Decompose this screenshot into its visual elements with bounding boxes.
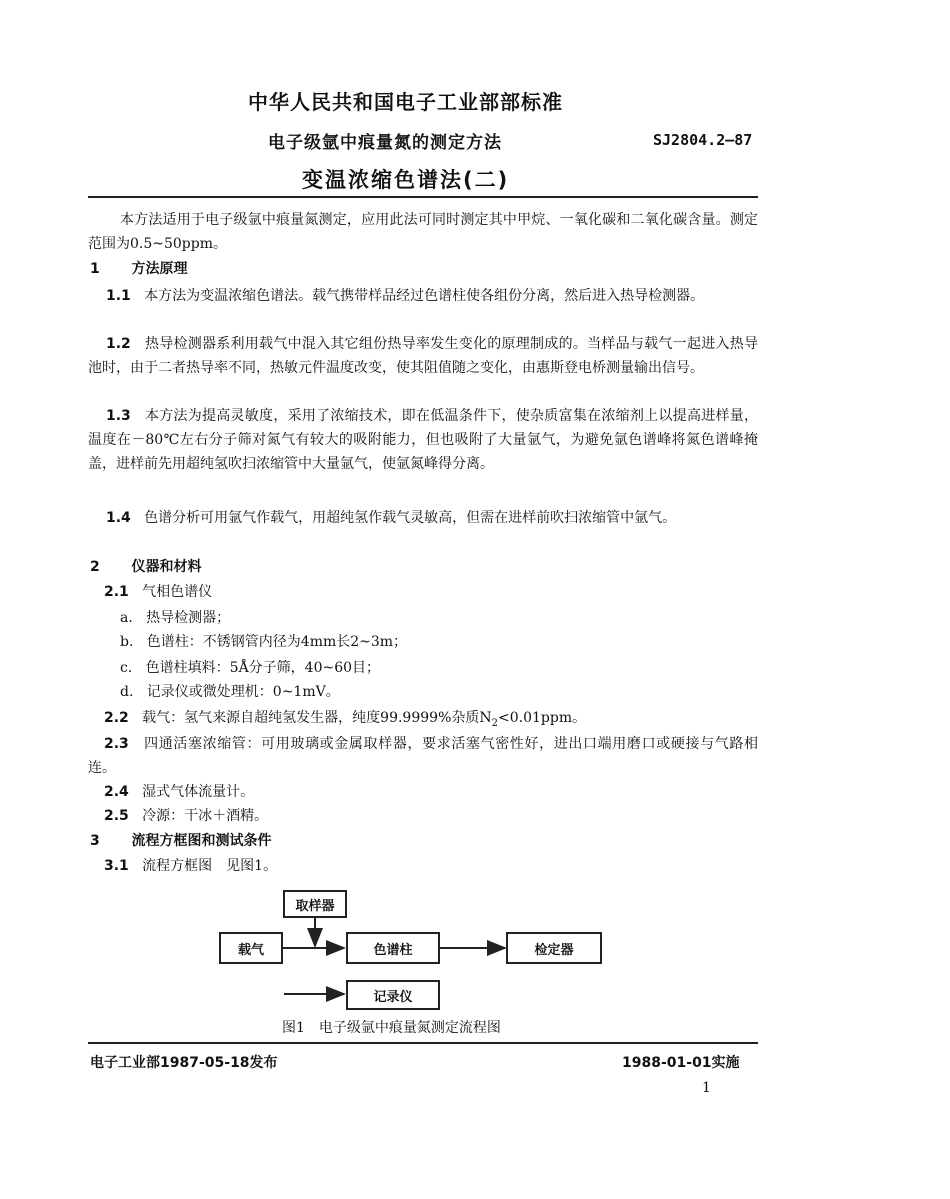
- page-number: 1: [702, 1080, 711, 1096]
- item-1-2-number: 1.2: [106, 336, 131, 352]
- item-2-2-subscript: 2: [491, 717, 498, 729]
- section1-title: 方法原理: [131, 261, 188, 277]
- sampler-box: 取样器: [283, 890, 347, 918]
- item-2-1-number: 2.1: [104, 584, 129, 600]
- item-1-1-text: 本方法为变温浓缩色谱法。载气携带样品经过色谱柱使各组份分离，然后进入热导检测器。: [144, 288, 705, 304]
- item-1-4-number: 1.4: [106, 510, 131, 526]
- section2-number: 2: [90, 559, 100, 575]
- item-2-1-text: 气相色谱仪: [142, 584, 213, 600]
- subitem-c-label: c.: [120, 660, 133, 676]
- item-2-4-text: 湿式气体流量计。: [142, 784, 255, 800]
- item-2-3-text: 四通活塞浓缩管：可用玻璃或金属取样器，要求活塞气密性好，进出口端用磨口或硬接与气路相连。: [88, 736, 758, 776]
- item-2-2-number: 2.2: [104, 710, 129, 726]
- item-2-5-text: 冷源：干冰＋酒精。: [142, 808, 269, 824]
- section3-title: 流程方框图和测试条件: [131, 833, 272, 849]
- section2-title: 仪器和材料: [131, 559, 202, 575]
- detector-box: 检定器: [506, 932, 602, 964]
- figure-caption: 图1 电子级氩中痕量氮测定流程图: [282, 1020, 501, 1036]
- subitem-b-label: b.: [120, 634, 134, 650]
- item-2-3-number: 2.3: [104, 736, 129, 752]
- intro-paragraph: 本方法适用于电子级氩中痕量氮测定，应用此法可同时测定其中甲烷、一氧化碳和二氧化碳含量。测定范围为0.5~50ppm。: [88, 212, 758, 252]
- section1-number: 1: [90, 261, 100, 277]
- subitem-b-text: 色谱柱：不锈钢管内径为4mm长2~3m；: [146, 634, 408, 650]
- item-1-1-number: 1.1: [106, 288, 131, 304]
- subitem-c-text: 色谱柱填料：5Å分子筛，40~60目；: [145, 660, 381, 676]
- item-1-3-text: 本方法为提高灵敏度，采用了浓缩技术，即在低温条件下，使杂质富集在浓缩剂上以提高进样量，温度在－80℃左右分子筛对氮气有较大的吸附能力，但也吸附了大量氩气，为避免氩色谱峰将氮色谱峰掩盖，进样前先用超纯氢吹扫浓缩管中大量氩气，使氩氮峰得分离。: [88, 408, 758, 472]
- doc-subtitle: 变温浓缩色谱法(二): [302, 168, 510, 192]
- item-1-3-number: 1.3: [106, 408, 131, 424]
- section3-number: 3: [90, 833, 100, 849]
- footer-rule: [88, 1042, 758, 1044]
- item-3-1-number: 3.1: [104, 858, 129, 874]
- subitem-d-label: d.: [120, 684, 134, 700]
- recorder-box: 记录仪: [346, 980, 440, 1010]
- subitem-a-label: a.: [120, 610, 133, 626]
- issue-date: 电子工业部1987-05-18发布: [90, 1055, 278, 1071]
- item-1-2-text: 热导检测器系利用载气中混入其它组份热导率发生变化的原理制成的。当样品与载气一起进入热导池时，由于二者热导率不同，热敏元件温度改变，使其阻值随之变化，由惠斯登电桥测量输出信号。: [88, 336, 758, 376]
- item-1-4-text: 色谱分析可用氩气作载气，用超纯氢作载气灵敏高，但需在进样前吹扫浓缩管中氩气。: [144, 510, 677, 526]
- standard-org: 中华人民共和国电子工业部部标准: [248, 90, 563, 114]
- effective-date: 1988-01-01实施: [622, 1055, 740, 1071]
- subitem-a-text: 热导检测器；: [146, 610, 231, 626]
- item-3-1-text: 流程方框图 见图1。: [142, 858, 278, 874]
- item-2-4-number: 2.4: [104, 784, 129, 800]
- carrier-box: 载气: [219, 932, 283, 964]
- item-2-2-text-tail: <0.01ppm。: [498, 710, 587, 726]
- standard-code: SJ2804.2—87: [653, 131, 753, 149]
- item-2-2-text: 载气：氢气来源自超纯氢发生器，纯度99.9999%杂质N: [142, 710, 492, 726]
- doc-title: 电子级氩中痕量氮的测定方法: [268, 133, 502, 153]
- column-box: 色谱柱: [346, 932, 440, 964]
- item-2-5-number: 2.5: [104, 808, 129, 824]
- subitem-d-text: 记录仪或微处理机：0~1mV。: [146, 684, 340, 700]
